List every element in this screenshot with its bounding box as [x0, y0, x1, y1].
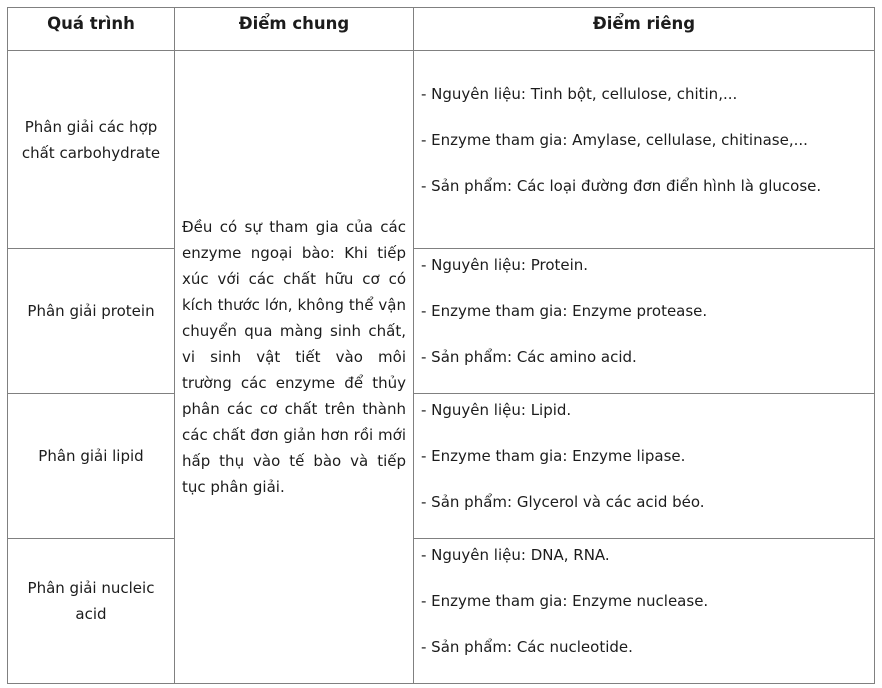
- column-header-process: Quá trình: [8, 8, 175, 51]
- detail-item: - Sản phẩm: Các loại đường đơn điển hình là glucose.: [421, 176, 822, 195]
- process-label: Phân giải các hợp chất carbohydrate: [21, 117, 161, 162]
- detail-item: - Sản phẩm: Các nucleotide.: [421, 638, 633, 656]
- process-cell-nucleic-acid: [8, 539, 175, 684]
- details-cell-protein: [414, 249, 875, 394]
- detail-item: - Enzyme tham gia: Amylase, cellulase, chitinase,...: [421, 130, 808, 149]
- process-label: Phân giải nucleic acid: [27, 579, 155, 623]
- detail-item: - Nguyên liệu: DNA, RNA.: [421, 546, 610, 564]
- process-label: Phân giải protein: [27, 302, 155, 320]
- detail-item: - Sản phẩm: Glycerol và các acid béo.: [421, 493, 705, 511]
- table-row-nucleic-acid: [8, 539, 875, 684]
- table-row-protein: [8, 249, 875, 394]
- detail-item: - Nguyên liệu: Protein.: [421, 256, 589, 274]
- process-cell-lipid: [8, 394, 175, 539]
- column-header-common: Điểm chung: [175, 8, 414, 51]
- process-cell-carbohydrate: [8, 51, 175, 249]
- table-row-lipid: [8, 394, 875, 539]
- detail-item: - Nguyên liệu: Tinh bột, cellulose, chitin,...: [421, 84, 738, 103]
- details-cell-lipid: [414, 394, 875, 539]
- detail-item: - Enzyme tham gia: Enzyme protease.: [421, 302, 708, 320]
- detail-item: - Nguyên liệu: Lipid.: [421, 401, 572, 419]
- table-row-carbohydrate: [8, 51, 875, 249]
- process-label: Phân giải lipid: [38, 447, 144, 465]
- common-text: Đều có sự tham gia của các enzyme ngoại bào: Khi tiếp xúc với các chất hữu cơ có kích thước lớn, không thể vận chuyển qua màng sinh chất, vi sinh vật tiết vào môi trường các enzyme để thủy phân các cơ chất trên thành các chất đơn giản hơn rồi mới hấp thụ vào tế bào và tiếp tục phân giải.: [182, 218, 406, 496]
- detail-item: - Sản phẩm: Các amino acid.: [421, 348, 637, 366]
- column-header-distinct: Điểm riêng: [414, 8, 875, 51]
- details-cell-carbohydrate: [414, 51, 875, 249]
- header-row: [8, 8, 875, 51]
- detail-item: - Enzyme tham gia: Enzyme nuclease.: [421, 592, 709, 610]
- detail-item: - Enzyme tham gia: Enzyme lipase.: [421, 447, 686, 465]
- details-cell-nucleic-acid: [414, 539, 875, 684]
- process-cell-protein: [8, 249, 175, 394]
- common-cell: [175, 51, 414, 684]
- decomposition-processes-table: [7, 7, 875, 684]
